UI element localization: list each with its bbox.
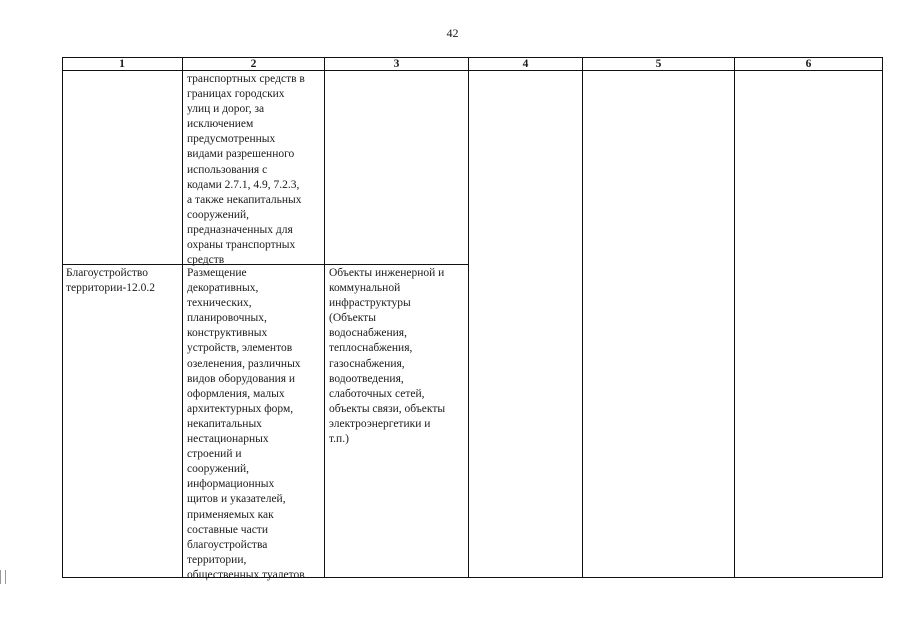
- row1-land-use-description: транспортных средств в границах городских улиц и дорог, за исключением предусмотренных видами разрешенного использования с кодами 2.7.1, 4.9, 7.2.3, а также некапитальных сооружений, предназначенных для охраны транспортных средств: [187, 73, 305, 267]
- column-header-3: 3: [393, 58, 400, 70]
- column-header-5: 5: [655, 58, 662, 70]
- column-header-6: 6: [805, 58, 812, 70]
- scan-margin-mark: [0, 570, 6, 584]
- row2-land-use-name: Благоустройство территории-12.0.2: [66, 267, 156, 295]
- table-grid: [62, 57, 883, 578]
- zoning-table: [62, 57, 883, 581]
- column-header-2: 2: [250, 58, 257, 70]
- column-header-1: 1: [119, 58, 125, 70]
- page-number: 42: [446, 26, 459, 40]
- column-header-4: 4: [522, 58, 529, 70]
- row2-land-use-description: Размещение декоративных, технических, планировочных, конструктивных устройств, элементов озеленения, различных видов оборудования и оформления, малых архитектурных форм, некапитальных нестационарных строений и сооружений, информационных щитов и указателей, применяемых как составные части благоустройства территории, общественных туалетов: [187, 267, 305, 581]
- row2-capital-objects: Объекты инженерной и коммунальной инфраструктуры (Объекты водоснабжения, теплоснабжения, газоснабжения, водоотведения, слаботочных сетей, объекты связи, объекты электроэнергетики и т.п.): [329, 267, 446, 446]
